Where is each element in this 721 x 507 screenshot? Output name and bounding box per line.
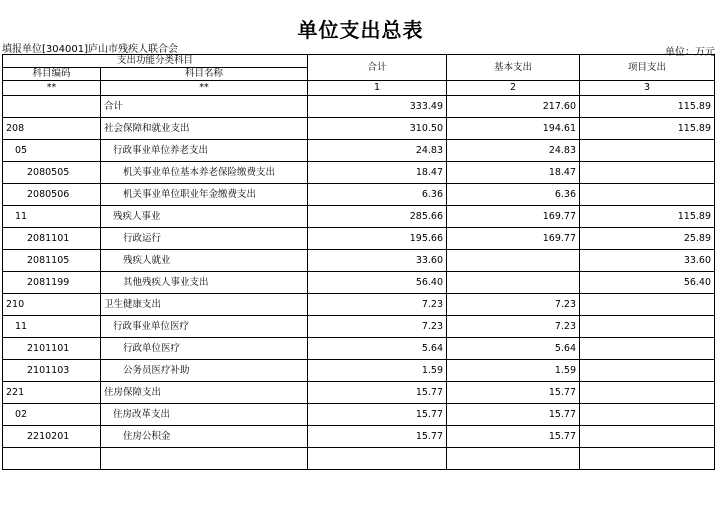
row-code: 2210201 <box>3 426 101 448</box>
row-total: 310.50 <box>308 118 447 140</box>
row-basic: 1.59 <box>447 360 580 382</box>
row-project <box>580 140 715 162</box>
table-row <box>3 206 715 228</box>
row-project <box>580 404 715 426</box>
row-total: 1.59 <box>308 360 447 382</box>
row-project <box>580 360 715 382</box>
row-code: 2101101 <box>3 338 101 360</box>
header-total: 合计 <box>308 55 447 81</box>
row-name: 合计 <box>101 96 308 118</box>
row-project: 33.60 <box>580 250 715 272</box>
row-basic: 169.77 <box>447 228 580 250</box>
header-name: 科目名称 <box>101 68 308 81</box>
table-row <box>3 338 715 360</box>
row-total: 56.40 <box>308 272 447 294</box>
header-group-label: 支出功能分类科目 <box>3 55 308 68</box>
row-code: 210 <box>3 294 101 316</box>
row-name: 行政单位医疗 <box>101 338 308 360</box>
row-name: 行政事业单位医疗 <box>101 316 308 338</box>
table-row <box>3 426 715 448</box>
row-project <box>580 294 715 316</box>
row-total: 15.77 <box>308 382 447 404</box>
row-code: 2081101 <box>3 228 101 250</box>
row-total: 285.66 <box>308 206 447 228</box>
row-name: 其他残疾人事业支出 <box>101 272 308 294</box>
row-name: 机关事业单位基本养老保险缴费支出 <box>101 162 308 184</box>
row-project <box>580 162 715 184</box>
row-name: 住房保障支出 <box>101 382 308 404</box>
row-project <box>580 316 715 338</box>
row-total: 5.64 <box>308 338 447 360</box>
header-project: 项目支出 <box>580 55 715 81</box>
row-basic: 24.83 <box>447 140 580 162</box>
row-code <box>3 96 101 118</box>
row-name: 住房改革支出 <box>101 404 308 426</box>
index-basic: 2 <box>447 81 580 96</box>
row-basic: 15.77 <box>447 382 580 404</box>
row-project: 56.40 <box>580 272 715 294</box>
header-basic: 基本支出 <box>447 55 580 81</box>
row-code: 2080506 <box>3 184 101 206</box>
row-total: 7.23 <box>308 294 447 316</box>
index-total: 1 <box>308 81 447 96</box>
row-project: 115.89 <box>580 96 715 118</box>
row-total <box>308 448 447 470</box>
table-row <box>3 448 715 470</box>
index-project: 3 <box>580 81 715 96</box>
table-row <box>3 162 715 184</box>
table-row <box>3 316 715 338</box>
row-name: 卫生健康支出 <box>101 294 308 316</box>
row-code: 221 <box>3 382 101 404</box>
index-name: ** <box>101 81 308 96</box>
row-basic: 15.77 <box>447 426 580 448</box>
currency-unit: 单位：万元 <box>665 47 715 58</box>
row-basic: 169.77 <box>447 206 580 228</box>
row-name: 残疾人事业 <box>101 206 308 228</box>
report-title: 单位支出总表 <box>297 18 424 42</box>
table-row <box>3 184 715 206</box>
table-row <box>3 404 715 426</box>
row-basic: 7.23 <box>447 294 580 316</box>
table-row <box>3 140 715 162</box>
row-project: 115.89 <box>580 118 715 140</box>
row-name <box>101 448 308 470</box>
row-basic: 15.77 <box>447 404 580 426</box>
row-code: 208 <box>3 118 101 140</box>
row-code: 2081199 <box>3 272 101 294</box>
row-name: 住房公积金 <box>101 426 308 448</box>
table-row <box>3 96 715 118</box>
row-code: 2101103 <box>3 360 101 382</box>
row-total: 15.77 <box>308 404 447 426</box>
row-basic: 217.60 <box>447 96 580 118</box>
row-name: 行政运行 <box>101 228 308 250</box>
row-project: 115.89 <box>580 206 715 228</box>
table-row <box>3 228 715 250</box>
row-name: 社会保障和就业支出 <box>101 118 308 140</box>
header-row-index <box>3 81 715 96</box>
row-total: 33.60 <box>308 250 447 272</box>
row-code: 11 <box>3 316 101 338</box>
row-name: 残疾人就业 <box>101 250 308 272</box>
row-basic <box>447 250 580 272</box>
row-basic: 18.47 <box>447 162 580 184</box>
row-project <box>580 426 715 448</box>
row-project <box>580 338 715 360</box>
header-row-group <box>3 55 715 68</box>
row-code: 11 <box>3 206 101 228</box>
row-code: 02 <box>3 404 101 426</box>
row-total: 24.83 <box>308 140 447 162</box>
row-total: 18.47 <box>308 162 447 184</box>
table-row <box>3 272 715 294</box>
table-row <box>3 382 715 404</box>
expenditure-table <box>2 54 715 470</box>
row-basic: 7.23 <box>447 316 580 338</box>
table-row <box>3 360 715 382</box>
row-project: 25.89 <box>580 228 715 250</box>
row-project <box>580 448 715 470</box>
row-total: 15.77 <box>308 426 447 448</box>
row-name: 公务员医疗补助 <box>101 360 308 382</box>
row-total: 333.49 <box>308 96 447 118</box>
row-name: 行政事业单位养老支出 <box>101 140 308 162</box>
row-total: 6.36 <box>308 184 447 206</box>
row-basic: 194.61 <box>447 118 580 140</box>
table-row <box>3 294 715 316</box>
reporting-unit: 填报单位[304001]庐山市残疾人联合会 <box>2 44 178 55</box>
row-basic: 6.36 <box>447 184 580 206</box>
row-code: 2081105 <box>3 250 101 272</box>
row-total: 195.66 <box>308 228 447 250</box>
row-code: 05 <box>3 140 101 162</box>
row-total: 7.23 <box>308 316 447 338</box>
table-row <box>3 250 715 272</box>
row-basic <box>447 448 580 470</box>
row-project <box>580 184 715 206</box>
header-code: 科目编码 <box>3 68 101 81</box>
row-basic <box>447 272 580 294</box>
row-code <box>3 448 101 470</box>
table-row <box>3 118 715 140</box>
row-code: 2080505 <box>3 162 101 184</box>
row-name: 机关事业单位职业年金缴费支出 <box>101 184 308 206</box>
index-code: ** <box>3 81 101 96</box>
row-basic: 5.64 <box>447 338 580 360</box>
row-project <box>580 382 715 404</box>
